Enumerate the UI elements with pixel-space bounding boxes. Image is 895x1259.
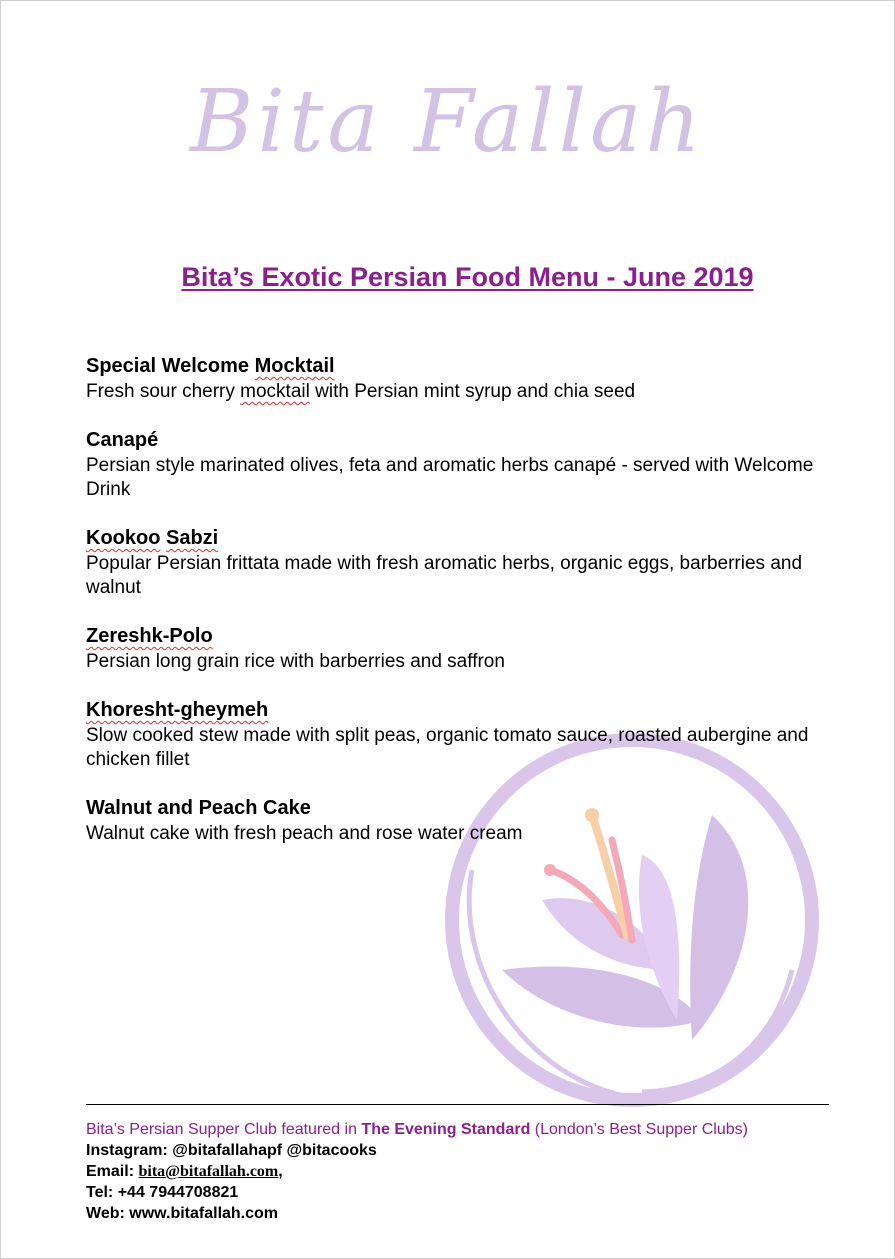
footer — [86, 1119, 846, 1224]
press-feature-publication: The Evening Standard — [361, 1121, 531, 1138]
course-walnut-peach-cake — [86, 794, 856, 846]
course-name-misspelled: Khoresht-gheymeh — [86, 699, 269, 721]
course-canape — [86, 426, 856, 502]
course-description: Slow cooked stew made with split peas, organic tomato sauce, roasted aubergine and chicken fillet — [86, 725, 809, 770]
course-kookoo-sabzi — [86, 524, 856, 600]
course-name — [86, 352, 856, 380]
course-zereshk-polo — [86, 622, 856, 674]
instagram-line — [86, 1140, 846, 1161]
course-name — [86, 622, 856, 650]
course-name-misspelled: Sabzi — [166, 527, 219, 549]
footer-divider — [86, 1104, 829, 1105]
course-name-misspelled: Zereshk-Polo — [86, 625, 213, 647]
menu-title: Bita’s Exotic Persian Food Menu - June 2019 — [181, 262, 754, 292]
press-feature-text: (London’s Best Supper Clubs) — [530, 1121, 748, 1138]
course-description: Persian long grain rice with barberries and saffron — [86, 651, 505, 672]
course-description: Popular Persian frittata made with fresh aromatic herbs, organic eggs, barberries and walnut — [86, 553, 803, 598]
tel-line: Tel: +44 7944708821 — [86, 1184, 239, 1201]
course-desc-text: with Persian mint syrup and chia seed — [309, 381, 636, 402]
press-feature-line — [86, 1119, 846, 1140]
course-desc-misspelled: mocktail — [240, 381, 310, 402]
web-line: Web: www.bitafallah.com — [86, 1205, 279, 1222]
course-description: Walnut cake with fresh peach and rose water cream — [86, 823, 523, 844]
course-name-misspelled: Kookoo — [86, 527, 161, 549]
course-description — [86, 380, 856, 404]
email-trailing: , — [278, 1163, 283, 1180]
course-name-misspelled: Mocktail — [254, 355, 335, 377]
course-desc-text: Fresh sour cherry — [86, 381, 241, 402]
course-name — [86, 696, 856, 724]
course-name: Canapé — [86, 429, 159, 451]
course-description: Persian style marinated olives, feta and aromatic herbs canapé - served with Welcome Drink — [86, 455, 814, 500]
brand-logo: Bita Fallah — [190, 72, 705, 172]
course-name-text: Special Welcome — [86, 355, 255, 377]
press-feature-text: Bita’s Persian Supper Club featured in — [86, 1121, 362, 1138]
menu-list — [86, 352, 856, 868]
instagram-handles: @bitafallahapf @bitacooks — [172, 1142, 377, 1159]
course-name: Walnut and Peach Cake — [86, 797, 311, 819]
instagram-label: Instagram: — [86, 1142, 173, 1159]
course-welcome-mocktail — [86, 352, 856, 404]
email-label: Email: — [86, 1163, 139, 1180]
email-link[interactable]: bita@bitafallah.com — [138, 1163, 279, 1180]
email-line — [86, 1161, 846, 1182]
course-name — [86, 524, 856, 552]
course-khoresht-gheymeh — [86, 696, 856, 772]
